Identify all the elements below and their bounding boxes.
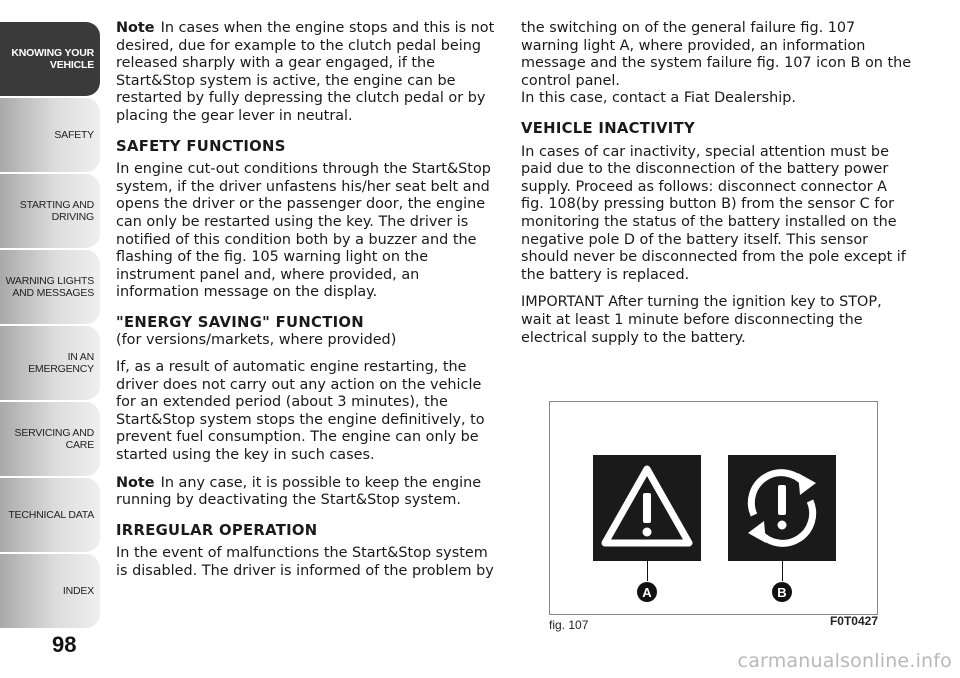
- figure-107: [549, 401, 878, 632]
- callout-b: B: [772, 582, 792, 602]
- start-stop-failure-icon: [728, 455, 836, 561]
- tab-knowing-your-vehicle[interactable]: KNOWING YOUR VEHICLE: [0, 22, 100, 96]
- leader-line-b: [782, 561, 783, 581]
- note-text: In cases when the engine stops and this is not desired, due for example to the clutch pedal being released sharply with a gear engaged, if the Start&Stop system is active, the engine can be restarted by fully depressing the clutch pedal or by placing the gear lever in neutral.: [116, 20, 495, 124]
- tab-in-an-emergency[interactable]: IN AN EMERGENCY: [0, 326, 100, 400]
- continued-text: the switching on of the general failure fig. 107 warning light A, where provided, an information message and the system failure fig. 107 icon B on the control panel.: [521, 20, 912, 89]
- figure-code: F0T0427: [829, 614, 878, 628]
- dealer-text: In this case, contact a Fiat Dealership.: [521, 90, 796, 107]
- safety-functions-text: In engine cut-out conditions through the Start&Stop system, if the driver unfastens his/her seat belt and opens the driver or the passenger door, the engine can only be restarted using the key. The driver is notified of this condition both by a buzzer and the flashing of the fig. 105 warning light on the instrument panel and, where provided, an information message on the display.: [116, 161, 491, 301]
- note-paragraph-2: [116, 475, 500, 510]
- note-paragraph: [116, 20, 500, 126]
- tab-servicing-and-care[interactable]: SERVICING AND CARE: [0, 402, 100, 476]
- energy-saving-subtitle: (for versions/markets, where provided): [116, 331, 397, 348]
- right-column: [521, 20, 913, 357]
- page-number: 98: [52, 632, 77, 657]
- warning-panel-a: [593, 455, 701, 561]
- tab-warning-lights[interactable]: WARNING LIGHTS AND MESSAGES: [0, 250, 100, 324]
- vehicle-inactivity-heading: VEHICLE INACTIVITY: [521, 119, 695, 137]
- watermark: carmanualsonline.info: [737, 650, 952, 672]
- note-label: Note: [116, 20, 155, 36]
- safety-functions-heading: SAFETY FUNCTIONS: [116, 137, 286, 155]
- tab-technical-data[interactable]: TECHNICAL DATA: [0, 478, 100, 552]
- figure-frame: [549, 401, 878, 615]
- vehicle-inactivity-text: In cases of car inactivity, special attention must be paid due to the disconnection of the battery power supply. Proceed as follows: disconnect connector A fig. 108(by pressing button B) from the sensor C for monitoring the status of the battery installed on the negative pole D of the battery itself. This sensor should never be disconnected from the pole except if the battery is replaced.: [521, 143, 906, 283]
- figure-caption: fig. 107: [549, 618, 589, 632]
- tab-index[interactable]: INDEX: [0, 554, 100, 628]
- energy-saving-heading: "ENERGY SAVING" FUNCTION: [116, 313, 364, 331]
- irregular-operation-text: In the event of malfunctions the Start&Stop system is disabled. The driver is informed of the problem by: [116, 545, 494, 580]
- leader-line-a: [647, 561, 648, 581]
- warning-triangle-icon: [593, 455, 701, 561]
- note-label-2: Note: [116, 474, 155, 491]
- left-column: [116, 20, 500, 591]
- tab-safety[interactable]: SAFETY: [0, 98, 100, 172]
- tab-starting-and-driving[interactable]: STARTING AND DRIVING: [0, 174, 100, 248]
- irregular-operation-heading: IRREGULAR OPERATION: [116, 521, 318, 539]
- note-text-2: In any case, it is possible to keep the engine running by deactivating the Start&Stop system.: [116, 474, 482, 509]
- callout-a: A: [637, 582, 657, 602]
- energy-saving-text: If, as a result of automatic engine restarting, the driver does not carry out any action on the vehicle for an extended period (about 3 minutes), the Start&Stop system stops the engine definitively, to prevent fuel consumption. The engine can only be started using the key in such cases.: [116, 359, 485, 464]
- warning-panel-b: [728, 455, 836, 561]
- important-text: IMPORTANT After turning the ignition key to STOP, wait at least 1 minute before disconnecting the electrical supply to the battery.: [521, 294, 882, 346]
